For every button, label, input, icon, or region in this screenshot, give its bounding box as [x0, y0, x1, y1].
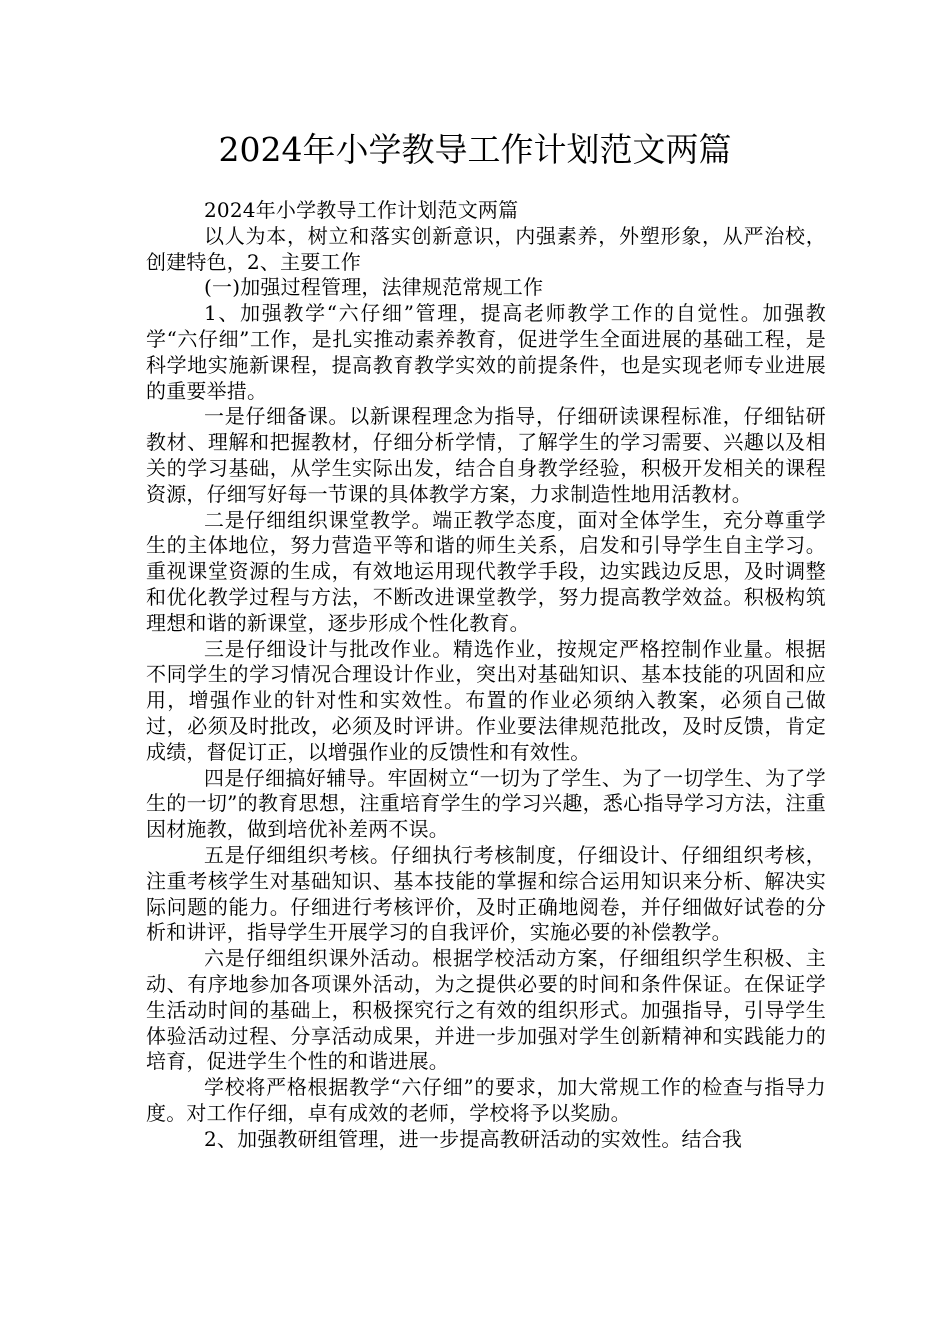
paragraph-item-1: 1、加强教学“六仔细”管理，提高老师教学工作的自觉性。加强教学“六仔细”工作，是扎实推动素养教育，促进学生全面进展的基础工程，是科学地实施新课程，提高教育教学实效的前提条件，也是实现老师专业进展的重要举措。	[146, 301, 826, 403]
paragraph-guiding-idea: 以人为本，树立和落实创新意识，内强素养，外塑形象，从严治校，创建特色，2、主要工作	[146, 223, 826, 274]
paragraph-school-inspection: 学校将严格根据教学“六仔细”的要求，加大常规工作的检查与指导力度。对工作仔细，卓有成效的老师，学校将予以奖励。	[146, 1075, 826, 1125]
paragraph-homework: 三是仔细设计与批改作业。精选作业，按规定严格控制作业量。根据不同学生的学习情况合理设计作业，突出对基础知识、基本技能的巩固和应用，增强作业的针对性和实效性。布置的作业必须纳入教案，必须自己做过，必须及时批改，必须及时评讲。作业要法律规范批改，及时反馈，肯定成绩，督促订正，以增强作业的反馈性和有效性。	[146, 636, 826, 764]
document-title: 2024年小学教导工作计划范文两篇	[218, 130, 732, 169]
document-body	[146, 198, 826, 1152]
paragraph-section-heading: (一)加强过程管理，法律规范常规工作	[204, 275, 544, 300]
paragraph-lesson-prep: 一是仔细备课。以新课程理念为指导，仔细研读课程标准，仔细钻研教材、理解和把握教材，仔细分析学情，了解学生的学习需要、兴趣以及相关的学习基础，从学生实际出发，结合自身教学经验，积极开发相关的课程资源，仔细写好每一节课的具体教学方案，力求制造性地用活教材。	[146, 404, 826, 506]
paragraph-tutoring: 四是仔细搞好辅导。牢固树立“一切为了学生、为了一切学生、为了学生的一切”的教育思想，注重培育学生的学习兴趣，悉心指导学习方法，注重因材施教，做到培优补差两不误。	[146, 765, 826, 842]
paragraph-subtitle: 2024年小学教导工作计划范文两篇	[204, 198, 519, 222]
paragraph-extracurricular: 六是仔细组织课外活动。根据学校活动方案，仔细组织学生积极、主动、有序地参加各项课外活动，为之提供必要的时间和条件保证。在保证学生活动时间的基础上，积极探究行之有效的组织形式。加强指导，引导学生体验活动过程、分享活动成果，并进一步加强对学生创新精神和实践能力的培育，促进学生个性的和谐进展。	[146, 946, 826, 1074]
paragraph-classroom-teaching: 二是仔细组织课堂教学。端正教学态度，面对全体学生，充分尊重学生的主体地位，努力营造平等和谐的师生关系，启发和引导学生自主学习。重视课堂资源的生成，有效地运用现代教学手段，边实践边反思，及时调整和优化教学过程与方法，不断改进课堂教学，努力提高教学效益。积极构筑理想和谐的新课堂，逐步形成个性化教育。	[146, 507, 826, 635]
paragraph-item-2: 2、加强教研组管理，进一步提高教研活动的实效性。结合我	[204, 1126, 743, 1151]
paragraph-assessment: 五是仔细组织考核。仔细执行考核制度，仔细设计、仔细组织考核，注重考核学生对基础知识、基本技能的掌握和综合运用知识来分析、解决实际问题的能力。仔细进行考核评价，及时正确地阅卷，并仔细做好试卷的分析和讲评，指导学生开展学习的自我评价，实施必要的补偿教学。	[146, 842, 826, 945]
